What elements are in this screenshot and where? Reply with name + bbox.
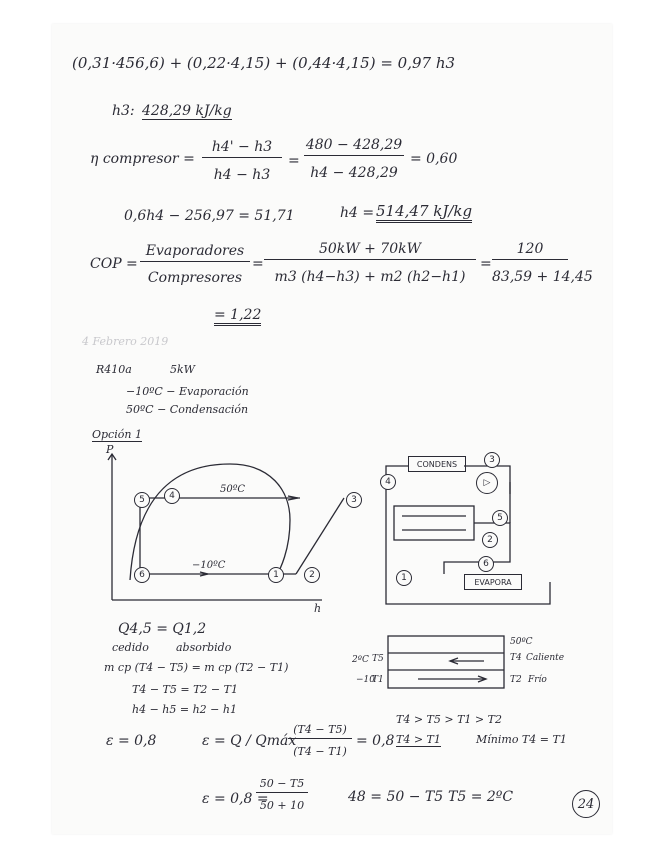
section-date: 4 Febrero 2019 [82,335,169,348]
ph-point-4: 4 [164,488,180,504]
ph-point-1: 1 [268,567,284,583]
option-label: Opción 1 [92,428,142,441]
cop-numerator-values: 50kW + 70kW [264,242,476,260]
hx-t5-temp: 2ºC [352,655,369,665]
eta-numerator: h4' − h3 [202,140,282,158]
compressor-icon: ▷ [476,472,498,494]
refrigerant: R410a [96,363,132,376]
eta-label: η compresor = [90,151,195,167]
enthalpy-equation: h4 − h5 = h2 − h1 [132,703,237,716]
cop-label: COP = [90,256,138,272]
compression-line [296,498,344,574]
eta-denominator-values: h4 − 428,29 [310,165,398,181]
effectiveness-substitution: ε = 0,8 = [202,791,269,807]
effectiveness-substitution-numerator: 50 − T5 [256,778,308,793]
schematic-node-4: 4 [380,474,396,490]
hx-t1-temp: −10 [356,675,375,685]
schematic-node-2: 2 [482,532,498,548]
eta-numerator-values: 480 − 428,29 [304,138,404,156]
evaporator-box: EVAPORA [464,574,522,590]
temperature-order: T4 > T5 > T1 > T2 [396,713,502,726]
mcp-equation: m cp (T4 − T5) = m cp (T2 − T1) [104,661,289,674]
h4-value: 514,47 kJ/kg [376,204,472,223]
cop-denominator-values: m3 (h4−h3) + m2 (h2−h1) [274,269,466,285]
cop-result: = 1,22 [214,308,261,326]
effectiveness-fraction-numerator: (T4 − T5) [288,724,352,739]
schematic-node-1: 1 [396,570,412,586]
cop-numerator: Evaporadores [140,244,250,262]
t5-result: T5 = 2ºC [448,789,514,805]
eta-equals: = [288,153,300,169]
eta-denominator: h4 − h3 [213,167,271,183]
isotherm-low-label: −10ºC [192,560,226,571]
schematic-node-5: 5 [492,510,508,526]
condenser-box: CONDENS [408,456,466,472]
cop-denominator-total: 83,59 + 14,45 [492,269,593,285]
schematic-node-6: 6 [478,556,494,572]
ph-point-6: 6 [134,567,150,583]
cop-equals-1: = [252,256,264,272]
hx-t4: T4 [510,653,522,663]
hx-t5: T5 [372,654,384,664]
notebook-page [52,24,612,834]
ph-point-2: 2 [304,567,320,583]
cop-denominator: Compresores [147,270,243,286]
h4-label: h4 = [340,205,375,221]
heat-exchanger [394,506,474,540]
ph-diagram [100,443,350,615]
effectiveness-value: = 0,8 [356,733,395,749]
system-schematic [374,454,564,624]
h4-solve-line: 0,6h4 − 256,97 = 51,71 [124,208,295,224]
h3-value: 428,29 kJ/kg [142,103,232,119]
heat-balance: Q4,5 = Q1,2 [118,621,207,637]
cop-equals-2: = [480,256,492,272]
absorbed-label: absorbido [176,641,232,654]
minimum-condition: Mínimo T4 = T1 [476,733,567,746]
effectiveness-substitution-denominator: 50 + 10 [259,799,305,812]
effectiveness-fraction-denominator: (T4 − T1) [293,745,347,758]
effectiveness-given: ε = 0,8 [106,733,157,749]
ph-point-5: 5 [134,492,150,508]
effectiveness-definition: ε = Q / Qmáx [202,733,297,749]
counterflow-diagram [388,636,508,696]
hx-t2: T2 [510,675,522,685]
condensation-temp: 50ºC − Condensación [126,403,249,416]
cop-numerator-total: 120 [492,242,568,260]
solve-t5: 48 = 50 − T5 [348,789,444,805]
energy-balance-equation: (0,31·456,6) + (0,22·4,15) + (0,44·4,15) = 0,97 h3 [72,54,456,72]
evaporation-temp: −10ºC − Evaporación [126,385,249,398]
hx-t4-temp: 50ºC [510,637,533,647]
ceded-label: cedido [112,641,149,654]
ph-axis-x-label: h [314,602,322,615]
ph-point-3: 3 [346,492,362,508]
page-number: 24 [572,790,600,818]
temperature-equation: T4 − T5 = T2 − T1 [132,683,238,696]
schematic-node-3: 3 [484,452,500,468]
hx-hot-label: Caliente [526,653,565,663]
eta-result: = 0,60 [410,151,458,167]
isotherm-high-label: 50ºC [220,484,246,495]
temperature-condition: T4 > T1 [396,733,441,746]
hx-cold-label: Frío [528,675,547,685]
hx-t1: T1 [372,675,384,685]
h3-label: h3: [112,103,135,119]
power: 5kW [170,363,195,376]
ph-axis-y-label: P [106,443,114,456]
